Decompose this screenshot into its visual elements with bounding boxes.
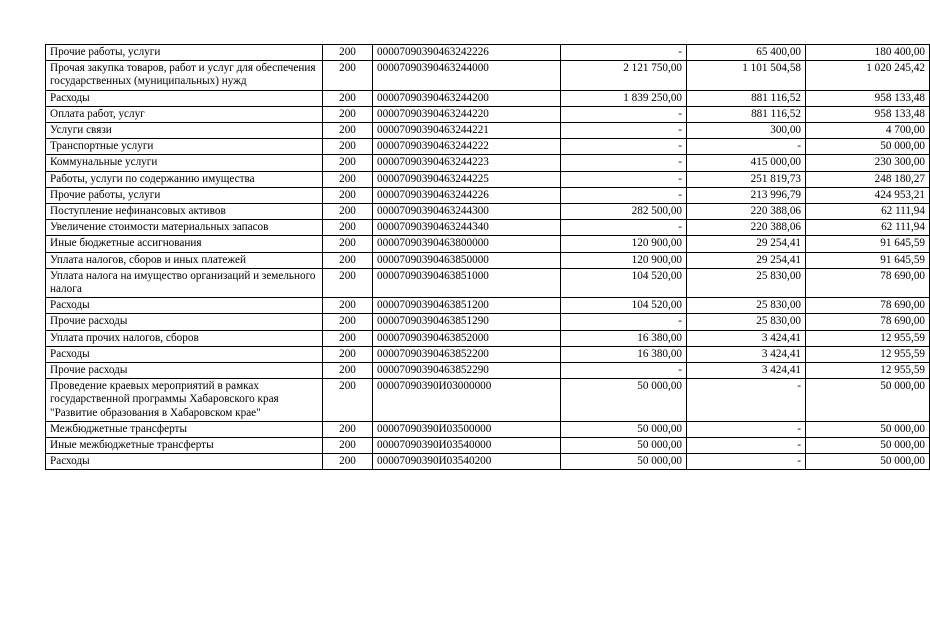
row-code-cell: 200 <box>323 252 373 268</box>
table-row <box>46 379 930 422</box>
table-row <box>46 123 930 139</box>
row-name-cell: Расходы <box>46 90 323 106</box>
row-name-cell: Прочие работы, услуги <box>46 45 323 61</box>
row-approved-cell: 1 839 250,00 <box>561 90 687 106</box>
row-kbk-cell: 00007090390И03000000 <box>373 379 561 422</box>
row-unexecuted-cell: 1 020 245,42 <box>806 61 930 90</box>
row-approved-cell: - <box>561 314 687 330</box>
row-kbk-cell: 00007090390463242226 <box>373 45 561 61</box>
row-name-cell: Иные межбюджетные трансферты <box>46 438 323 454</box>
row-unexecuted-cell: 50 000,00 <box>806 438 930 454</box>
row-approved-cell: 2 121 750,00 <box>561 61 687 90</box>
row-approved-cell: - <box>561 220 687 236</box>
row-code-cell: 200 <box>323 171 373 187</box>
row-approved-cell: 120 900,00 <box>561 252 687 268</box>
row-code-cell: 200 <box>323 438 373 454</box>
row-approved-cell: 16 380,00 <box>561 346 687 362</box>
row-kbk-cell: 00007090390463244300 <box>373 204 561 220</box>
row-kbk-cell: 00007090390И03500000 <box>373 421 561 437</box>
row-code-cell: 200 <box>323 61 373 90</box>
row-approved-cell: 50 000,00 <box>561 454 687 470</box>
row-name-cell: Расходы <box>46 454 323 470</box>
row-kbk-cell: 00007090390463851200 <box>373 298 561 314</box>
table-row <box>46 298 930 314</box>
row-kbk-cell: 00007090390463851290 <box>373 314 561 330</box>
row-approved-cell: - <box>561 139 687 155</box>
row-code-cell: 200 <box>323 220 373 236</box>
row-kbk-cell: 00007090390463244222 <box>373 139 561 155</box>
row-kbk-cell: 00007090390463244200 <box>373 90 561 106</box>
row-unexecuted-cell: 12 955,59 <box>806 330 930 346</box>
row-executed-cell: - <box>687 379 806 422</box>
table-row <box>46 421 930 437</box>
row-unexecuted-cell: 62 111,94 <box>806 220 930 236</box>
row-approved-cell: - <box>561 155 687 171</box>
row-code-cell: 200 <box>323 236 373 252</box>
row-executed-cell: 3 424,41 <box>687 363 806 379</box>
row-name-cell: Коммунальные услуги <box>46 155 323 171</box>
row-name-cell: Поступление нефинансовых активов <box>46 204 323 220</box>
row-executed-cell: 300,00 <box>687 123 806 139</box>
table-row <box>46 204 930 220</box>
row-unexecuted-cell: 50 000,00 <box>806 454 930 470</box>
row-unexecuted-cell: 4 700,00 <box>806 123 930 139</box>
row-kbk-cell: 00007090390463852290 <box>373 363 561 379</box>
row-code-cell: 200 <box>323 454 373 470</box>
row-executed-cell: 25 830,00 <box>687 298 806 314</box>
row-kbk-cell: 00007090390463244000 <box>373 61 561 90</box>
row-executed-cell: 415 000,00 <box>687 155 806 171</box>
row-approved-cell: 104 520,00 <box>561 298 687 314</box>
row-name-cell: Уплата прочих налогов, сборов <box>46 330 323 346</box>
row-code-cell: 200 <box>323 363 373 379</box>
row-executed-cell: 220 388,06 <box>687 220 806 236</box>
row-executed-cell: 25 830,00 <box>687 268 806 297</box>
row-approved-cell: 50 000,00 <box>561 438 687 454</box>
table-row <box>46 61 930 90</box>
row-unexecuted-cell: 62 111,94 <box>806 204 930 220</box>
row-code-cell: 200 <box>323 123 373 139</box>
row-name-cell: Прочие расходы <box>46 314 323 330</box>
row-kbk-cell: 00007090390463244226 <box>373 187 561 203</box>
row-name-cell: Проведение краевых мероприятий в рамках государственной программы Хабаровского края "Развитие образования в Хабаровском крае" <box>46 379 323 422</box>
row-approved-cell: - <box>561 171 687 187</box>
row-code-cell: 200 <box>323 187 373 203</box>
table-row <box>46 155 930 171</box>
row-kbk-cell: 00007090390463800000 <box>373 236 561 252</box>
row-approved-cell: - <box>561 123 687 139</box>
row-kbk-cell: 00007090390И03540200 <box>373 454 561 470</box>
row-unexecuted-cell: 78 690,00 <box>806 298 930 314</box>
row-name-cell: Прочая закупка товаров, работ и услуг для обеспечения государственных (муниципальных) нужд <box>46 61 323 90</box>
row-name-cell: Межбюджетные трансферты <box>46 421 323 437</box>
row-unexecuted-cell: 12 955,59 <box>806 346 930 362</box>
row-executed-cell: 29 254,41 <box>687 236 806 252</box>
row-unexecuted-cell: 91 645,59 <box>806 236 930 252</box>
row-executed-cell: - <box>687 421 806 437</box>
row-name-cell: Услуги связи <box>46 123 323 139</box>
row-unexecuted-cell: 180 400,00 <box>806 45 930 61</box>
row-name-cell: Прочие расходы <box>46 363 323 379</box>
row-approved-cell: 50 000,00 <box>561 421 687 437</box>
row-approved-cell: - <box>561 363 687 379</box>
row-executed-cell: 220 388,06 <box>687 204 806 220</box>
row-executed-cell: 251 819,73 <box>687 171 806 187</box>
row-executed-cell: 3 424,41 <box>687 346 806 362</box>
row-unexecuted-cell: 230 300,00 <box>806 155 930 171</box>
table-row <box>46 236 930 252</box>
row-code-cell: 200 <box>323 268 373 297</box>
row-kbk-cell: 00007090390463851000 <box>373 268 561 297</box>
row-kbk-cell: 00007090390463244223 <box>373 155 561 171</box>
row-code-cell: 200 <box>323 298 373 314</box>
table-row <box>46 330 930 346</box>
row-unexecuted-cell: 12 955,59 <box>806 363 930 379</box>
row-code-cell: 200 <box>323 45 373 61</box>
table-row <box>46 106 930 122</box>
row-unexecuted-cell: 50 000,00 <box>806 379 930 422</box>
row-unexecuted-cell: 78 690,00 <box>806 268 930 297</box>
table-row <box>46 346 930 362</box>
row-name-cell: Увеличение стоимости материальных запасов <box>46 220 323 236</box>
row-executed-cell: 25 830,00 <box>687 314 806 330</box>
table-row <box>46 139 930 155</box>
row-unexecuted-cell: 78 690,00 <box>806 314 930 330</box>
row-unexecuted-cell: 958 133,48 <box>806 90 930 106</box>
row-name-cell: Оплата работ, услуг <box>46 106 323 122</box>
row-kbk-cell: 00007090390463244225 <box>373 171 561 187</box>
row-executed-cell: 1 101 504,58 <box>687 61 806 90</box>
table-row <box>46 220 930 236</box>
row-kbk-cell: 00007090390463852200 <box>373 346 561 362</box>
row-name-cell: Расходы <box>46 346 323 362</box>
row-kbk-cell: 00007090390463852000 <box>373 330 561 346</box>
row-kbk-cell: 00007090390463850000 <box>373 252 561 268</box>
row-approved-cell: - <box>561 45 687 61</box>
row-unexecuted-cell: 958 133,48 <box>806 106 930 122</box>
row-unexecuted-cell: 424 953,21 <box>806 187 930 203</box>
row-code-cell: 200 <box>323 204 373 220</box>
row-executed-cell: - <box>687 139 806 155</box>
row-approved-cell: 282 500,00 <box>561 204 687 220</box>
table-row <box>46 268 930 297</box>
row-name-cell: Работы, услуги по содержанию имущества <box>46 171 323 187</box>
row-name-cell: Уплата налога на имущество организаций и земельного налога <box>46 268 323 297</box>
row-name-cell: Расходы <box>46 298 323 314</box>
row-approved-cell: - <box>561 187 687 203</box>
row-code-cell: 200 <box>323 139 373 155</box>
row-unexecuted-cell: 248 180,27 <box>806 171 930 187</box>
row-name-cell: Иные бюджетные ассигнования <box>46 236 323 252</box>
budget-table-body <box>46 45 930 470</box>
row-executed-cell: - <box>687 454 806 470</box>
row-name-cell: Транспортные услуги <box>46 139 323 155</box>
table-row <box>46 252 930 268</box>
table-row <box>46 438 930 454</box>
row-name-cell: Прочие работы, услуги <box>46 187 323 203</box>
row-code-cell: 200 <box>323 155 373 171</box>
table-row <box>46 187 930 203</box>
table-row <box>46 90 930 106</box>
row-code-cell: 200 <box>323 314 373 330</box>
row-approved-cell: 120 900,00 <box>561 236 687 252</box>
table-row <box>46 454 930 470</box>
row-code-cell: 200 <box>323 346 373 362</box>
row-code-cell: 200 <box>323 330 373 346</box>
row-kbk-cell: 00007090390И03540000 <box>373 438 561 454</box>
row-approved-cell: 104 520,00 <box>561 268 687 297</box>
row-executed-cell: 29 254,41 <box>687 252 806 268</box>
row-unexecuted-cell: 50 000,00 <box>806 139 930 155</box>
table-row <box>46 45 930 61</box>
row-executed-cell: 3 424,41 <box>687 330 806 346</box>
budget-table <box>45 44 930 470</box>
row-code-cell: 200 <box>323 106 373 122</box>
table-row <box>46 314 930 330</box>
row-kbk-cell: 00007090390463244221 <box>373 123 561 139</box>
row-executed-cell: 881 116,52 <box>687 106 806 122</box>
row-kbk-cell: 00007090390463244220 <box>373 106 561 122</box>
row-code-cell: 200 <box>323 421 373 437</box>
row-unexecuted-cell: 91 645,59 <box>806 252 930 268</box>
row-executed-cell: 65 400,00 <box>687 45 806 61</box>
row-name-cell: Уплата налогов, сборов и иных платежей <box>46 252 323 268</box>
row-unexecuted-cell: 50 000,00 <box>806 421 930 437</box>
row-approved-cell: 50 000,00 <box>561 379 687 422</box>
row-executed-cell: - <box>687 438 806 454</box>
table-row <box>46 171 930 187</box>
row-executed-cell: 881 116,52 <box>687 90 806 106</box>
table-row <box>46 363 930 379</box>
row-code-cell: 200 <box>323 379 373 422</box>
row-code-cell: 200 <box>323 90 373 106</box>
row-kbk-cell: 00007090390463244340 <box>373 220 561 236</box>
row-executed-cell: 213 996,79 <box>687 187 806 203</box>
row-approved-cell: 16 380,00 <box>561 330 687 346</box>
row-approved-cell: - <box>561 106 687 122</box>
